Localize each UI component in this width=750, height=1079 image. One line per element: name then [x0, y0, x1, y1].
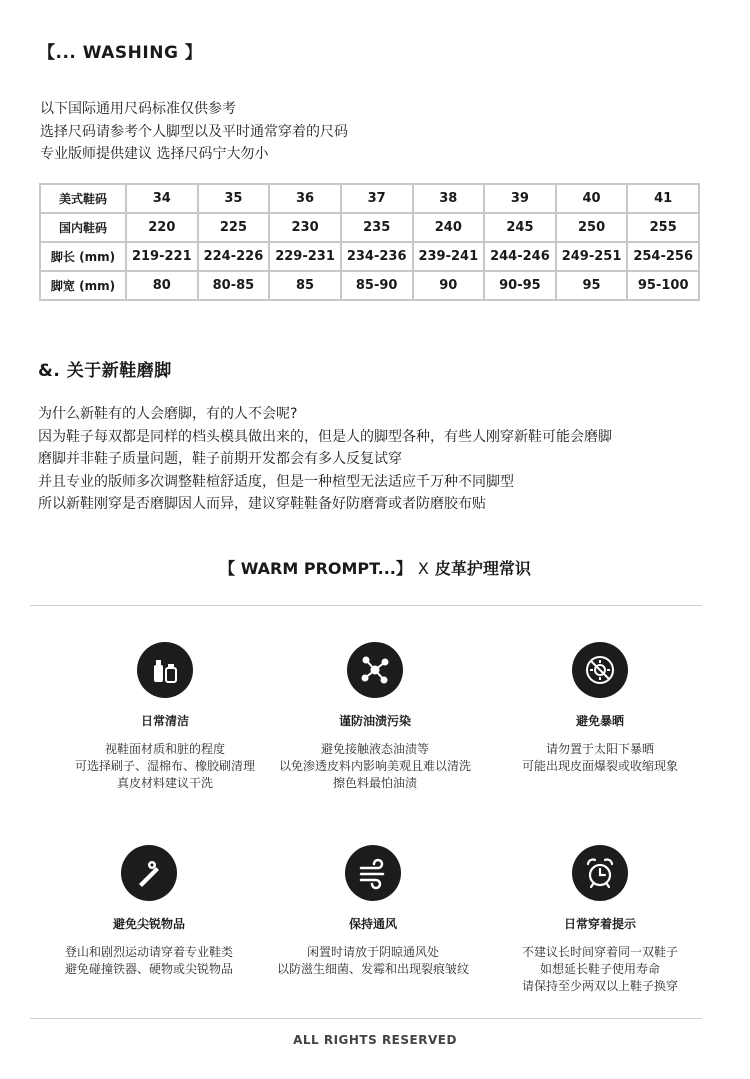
tip-body [480, 944, 720, 995]
tip-body [45, 741, 285, 792]
table-cell: 39 [484, 184, 556, 213]
table-cell: 85 [269, 271, 341, 300]
intro-line: 专业版师提供建议 选择尺码宁大勿小 [40, 146, 269, 162]
tip-avoid-sharp [29, 845, 269, 978]
faq-line: 并且专业的版师多次调整鞋楦舒适度，但是一种楦型无法适应千万种不同脚型 [38, 473, 514, 490]
tip-body [253, 944, 493, 978]
size-chart-table [39, 183, 700, 301]
no-sun-icon [572, 642, 628, 698]
table-row [40, 184, 699, 213]
table-cell: 225 [198, 213, 270, 242]
table-cell: 255 [627, 213, 699, 242]
warm-prompt-title [0, 556, 750, 579]
tip-title: 避免暴晒 [575, 714, 624, 728]
table-cell: 95-100 [627, 271, 699, 300]
table-cell: 220 [126, 213, 198, 242]
table-row [40, 242, 699, 271]
tip-line: 避免接触液态油渍等 [320, 742, 429, 756]
faq-line: 因为鞋子每双都是同样的档头模具做出来的，但是人的脚型各种，有些人刚穿新鞋可能会磨脚 [38, 428, 612, 445]
tip-body [480, 741, 720, 775]
table-cell: 34 [126, 184, 198, 213]
table-cell: 250 [556, 213, 628, 242]
divider-top [30, 605, 702, 606]
table-cell: 245 [484, 213, 556, 242]
tip-daily-cleaning [45, 642, 285, 792]
row-header: 脚长 (mm) [40, 242, 126, 271]
tip-line: 如想延长鞋子使用寿命 [539, 962, 660, 976]
row-header: 脚宽 (mm) [40, 271, 126, 300]
table-cell: 80-85 [198, 271, 270, 300]
prompt-left: 【 WARM PROMPT...】 [219, 559, 412, 578]
alarm-clock-icon [572, 845, 628, 901]
row-header: 美式鞋码 [40, 184, 126, 213]
tip-avoid-sun [480, 642, 720, 775]
table-cell: 40 [556, 184, 628, 213]
tip-daily-wear [480, 845, 720, 995]
faq-line: 磨脚并非鞋子质量问题，鞋子前期开发都会有多人反复试穿 [38, 451, 402, 467]
new-shoes-title: &. 关于新鞋磨脚 [38, 361, 172, 381]
tip-title: 日常清洁 [140, 714, 189, 728]
tip-title: 保持通风 [348, 917, 397, 931]
tip-line: 请保持至少两双以上鞋子换穿 [521, 979, 678, 993]
table-cell: 240 [413, 213, 485, 242]
tip-title: 避免尖锐物品 [112, 917, 185, 931]
table-cell: 90 [413, 271, 485, 300]
table-cell: 235 [341, 213, 413, 242]
stain-splash-icon [347, 642, 403, 698]
faq-line: 为什么新鞋有的人会磨脚，有的人不会呢? [38, 406, 298, 422]
table-row [40, 213, 699, 242]
sharp-blade-icon [121, 845, 177, 901]
tip-body [255, 741, 495, 792]
table-cell: 219-221 [126, 242, 198, 271]
new-shoes-text [38, 403, 612, 516]
intro-line: 选择尺码请参考个人脚型以及平时通常穿着的尺码 [40, 123, 348, 140]
wind-icon [345, 845, 401, 901]
table-cell: 38 [413, 184, 485, 213]
table-cell: 36 [269, 184, 341, 213]
table-cell: 249-251 [556, 242, 628, 271]
washing-title: 【... WASHING 】 [38, 43, 203, 63]
table-cell: 230 [269, 213, 341, 242]
table-cell: 37 [341, 184, 413, 213]
tip-title: 日常穿着提示 [563, 917, 636, 931]
tip-body [29, 944, 269, 978]
tip-oil-stains [255, 642, 495, 792]
intro-line: 以下国际通用尺码标准仅供参考 [40, 101, 236, 117]
tip-line: 登山和剧烈运动请穿着专业鞋类 [64, 945, 233, 959]
prompt-right: 皮革护理常识 [434, 559, 531, 578]
prompt-separator: X [417, 559, 429, 578]
size-intro [40, 98, 348, 166]
table-cell: 224-226 [198, 242, 270, 271]
row-header: 国内鞋码 [40, 213, 126, 242]
table-cell: 95 [556, 271, 628, 300]
table-cell: 234-236 [341, 242, 413, 271]
table-row [40, 271, 699, 300]
footer-rights: ALL RIGHTS RESERVED [293, 1033, 457, 1047]
tip-line: 可能出现皮面爆裂或收缩现象 [521, 759, 678, 773]
tip-title: 谨防油渍污染 [338, 714, 411, 728]
tip-line: 视鞋面材质和脏的程度 [104, 742, 225, 756]
table-cell: 90-95 [484, 271, 556, 300]
table-cell: 244-246 [484, 242, 556, 271]
tip-line: 真皮材料建议干洗 [116, 776, 213, 790]
table-cell: 239-241 [413, 242, 485, 271]
table-cell: 80 [126, 271, 198, 300]
table-cell: 254-256 [627, 242, 699, 271]
tip-line: 避免碰撞铁器、硬物或尖锐物品 [64, 962, 233, 976]
cleaning-bottles-icon [137, 642, 193, 698]
faq-line: 所以新鞋刚穿是否磨脚因人而异，建议穿鞋鞋备好防磨膏或者防磨胶布贴 [38, 496, 486, 512]
tip-line: 擦色料最怕油渍 [332, 776, 417, 790]
tip-ventilation [253, 845, 493, 978]
divider-bottom [30, 1018, 702, 1019]
table-cell: 229-231 [269, 242, 341, 271]
tip-line: 以防滋生细菌、发霉和出现裂痕皱纹 [276, 962, 469, 976]
table-cell: 85-90 [341, 271, 413, 300]
table-cell: 41 [627, 184, 699, 213]
tip-line: 不建议长时间穿着同一双鞋子 [521, 945, 678, 959]
tip-line: 可选择刷子、湿棉布、橡胶刷清理 [74, 759, 255, 773]
tip-line: 请勿置于太阳下暴晒 [545, 742, 654, 756]
table-cell: 35 [198, 184, 270, 213]
tip-line: 以免渗透皮料内影响美观且难以清洗 [278, 759, 471, 773]
tip-line: 闲置时请放于阴晾通风处 [306, 945, 439, 959]
